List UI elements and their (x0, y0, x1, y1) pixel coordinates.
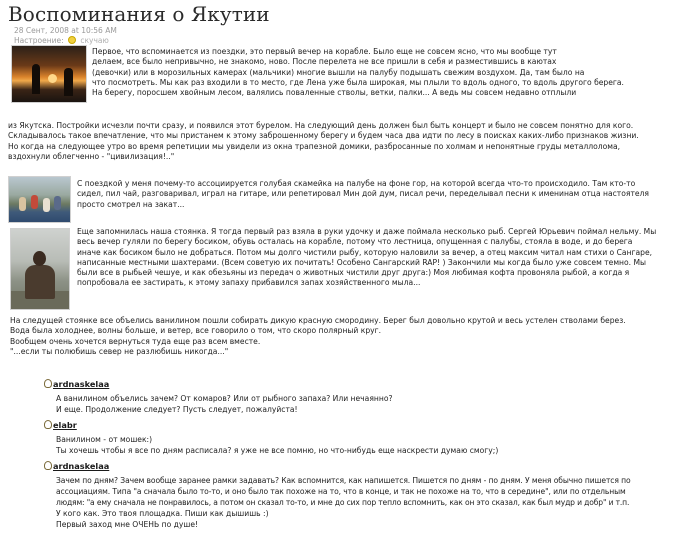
user-icon (44, 420, 52, 429)
shore-photo[interactable] (10, 228, 70, 310)
comment-2-header (44, 420, 77, 430)
text-line: просто смотрел на закат... (77, 199, 185, 209)
comment-1-header (44, 379, 109, 389)
mood-label: Настроение: (14, 36, 64, 45)
comment-line: У кого как. Это твоя площадка. Пиши как дышишь :) (56, 509, 269, 518)
comment-3-body (56, 475, 696, 530)
text-line: вздохнули облегченно - "цивилизация!.." (8, 151, 175, 161)
text-line: Вода была холоднее, волны больше, и ветер, все говорило о том, что скоро полярный круг. (10, 326, 382, 336)
comment-line: ассоциациям. Типа "а сначала было то-то, и оно было так похоже на то, что в конце, и так не похоже на то, что в середине", или по отдельным (56, 487, 626, 496)
comment-line: Ванилином - от мошек:) (56, 435, 153, 444)
photo-figure (64, 68, 73, 96)
post-mood (14, 36, 109, 45)
comment-1-body (56, 393, 393, 415)
text-line: делаем, все было непривычно, не знакомо, ново. После перелета не все пришли в себя и разместившись в каютах (92, 57, 557, 67)
paragraph-1-wrapped (92, 47, 624, 98)
text-line: иначе как босиком было не добраться. Потом мы долго чистили рыбу, которую наловили за вечер, а отец максим читал нам стихи о Сангаре, (77, 247, 653, 257)
post-date: 28 Сент, 2008 at 10:56 AM (14, 26, 117, 35)
text-line: С поездкой у меня почему-то ассоциируется голубая скамейка на палубе на фоне гор, на которой всегда что-то происходило. Там кто-то (77, 179, 636, 188)
photo-person (19, 197, 26, 211)
comment-line: Ты хочешь чтобы я все по дням расписала? я уже не все помню, но что-нибудь еще наскрести думаю смогу;) (56, 446, 499, 455)
paragraph-4 (10, 316, 626, 357)
text-line: сидел, пил чай, разговаривал, играл на гитаре, или репетировал Мин дой дум, писал речи, переделывал песни к именинам отца настоятеля (77, 189, 649, 199)
photo-person (43, 198, 50, 212)
comment-line: людям: "а ему сначала не понравилось, а потом он сказал то-то, и мне до сих пор тепло вспомнить, как он это сказал, как был мудр и добр" и т.п. (56, 498, 630, 507)
comment-author-link[interactable]: elabr (53, 420, 77, 430)
text-line: На следущей стоянке все объелись ванилином пошли собирать дикую красную смородину. Берег был довольно крутой и весь устелен стволами берез. (10, 316, 626, 325)
paragraph-2 (77, 179, 649, 210)
photo-figure (32, 64, 40, 94)
sunset-photo[interactable] (11, 45, 87, 103)
comment-line: И еще. Продолжение следует? Пусть следует, пожалуйста! (56, 405, 298, 414)
text-line: Еще запомнилась наша стоянка. Я тогда первый раз взяла в руки удочку и даже поймала несколько рыб. Сергей Юрьевич поймал нельму. Мы (77, 227, 657, 236)
text-line: Вообщем очень хочется вернуться туда еще раз всем вместе. (10, 336, 261, 346)
photo-head (33, 251, 46, 266)
photo-sun (48, 74, 57, 83)
user-icon (44, 379, 52, 388)
deck-bench-photo[interactable] (8, 176, 71, 223)
text-line: (девочки) или в морозильных камерах (мальчики) многие вышли на палубу подышать свежим воздухом. Да, там было на (92, 67, 585, 77)
text-line: весь вечер гуляли по берегу босиком, обувь осталась на корабле, потому что лестница, опущенная с палубы, стояла в воде, и до берега (77, 237, 633, 247)
text-line: Первое, что вспоминается из поездки, это первый вечер на корабле. Было еще не совсем ясно, что мы вообще тут (92, 47, 557, 56)
comment-2-body (56, 434, 498, 456)
paragraph-1-full (8, 121, 639, 162)
comment-author-link[interactable]: ardnaskelaa (53, 379, 110, 389)
mood-value: скучаю (80, 36, 109, 45)
mood-smiley-icon (68, 36, 76, 44)
text-line: написанные местными шахтерами. (Всем советую их почитать! Особено Сангарский RAP! ) Закончили мы когда было уже совсем темно. Мы (77, 257, 647, 267)
paragraph-3 (77, 227, 656, 289)
comment-author-link[interactable]: ardnaskelaa (53, 461, 110, 471)
photo-person (54, 196, 61, 210)
comment-line: А ванилином объелись зачем? От комаров? Или от рыбного запаха? Или нечаянно? (56, 394, 393, 403)
text-line: из Якутска. Постройки исчезли почти сразу, и появился этот бурелом. На следующий день должен был быть концерт и было не совсем понятно для кого. (8, 121, 634, 130)
user-icon (44, 461, 52, 470)
text-line: Но когда на следующее утро во время репетиции мы увидели из окна трапезной домики, разбросанные по холмам и непонятные груды металлолома, (8, 141, 621, 151)
photo-person (31, 195, 38, 209)
text-line: были все в рыбьей чешуе, и как обезьяны из передач о животных чистили друг друга:) Моя любимая кофта провоняла рыбой, а когда я (77, 268, 630, 278)
comment-line: Зачем по дням? Зачем вообще заранее рамки задавать? Как вспомнится, как напишется. Пишется по дням - по дням. У меня обычно пишется по (56, 476, 631, 485)
text-line: "...если ты полюбишь север не разлюбишь никогда..." (10, 346, 229, 356)
comment-line: Первый заход мне ОЧЕНЬ по душе! (56, 520, 199, 529)
text-line: Складывалось такое впечатление, что мы пристанем к этому заброшенному берегу и будем часа два идти по лесу в поисках каких-либо признаков жизни. (8, 131, 639, 141)
post-title: Воспоминания о Якутии (8, 2, 270, 26)
text-line: На берегу, поросшем хвойным лесом, валялись поваленные стволы, ветки, палки... А ведь мы совсем недавно отплыли (92, 88, 577, 98)
text-line: попробовала ее застирать, к этому запаху прибавился запах хозяйственного мыла... (77, 278, 421, 288)
text-line: что посмотреть. Мы как раз входили в то место, где Лена уже была широкая, мы плыли то вдоль одного, то вдоль другого берега. (92, 77, 624, 87)
comment-3-header (44, 461, 109, 471)
photo-body (25, 265, 55, 299)
